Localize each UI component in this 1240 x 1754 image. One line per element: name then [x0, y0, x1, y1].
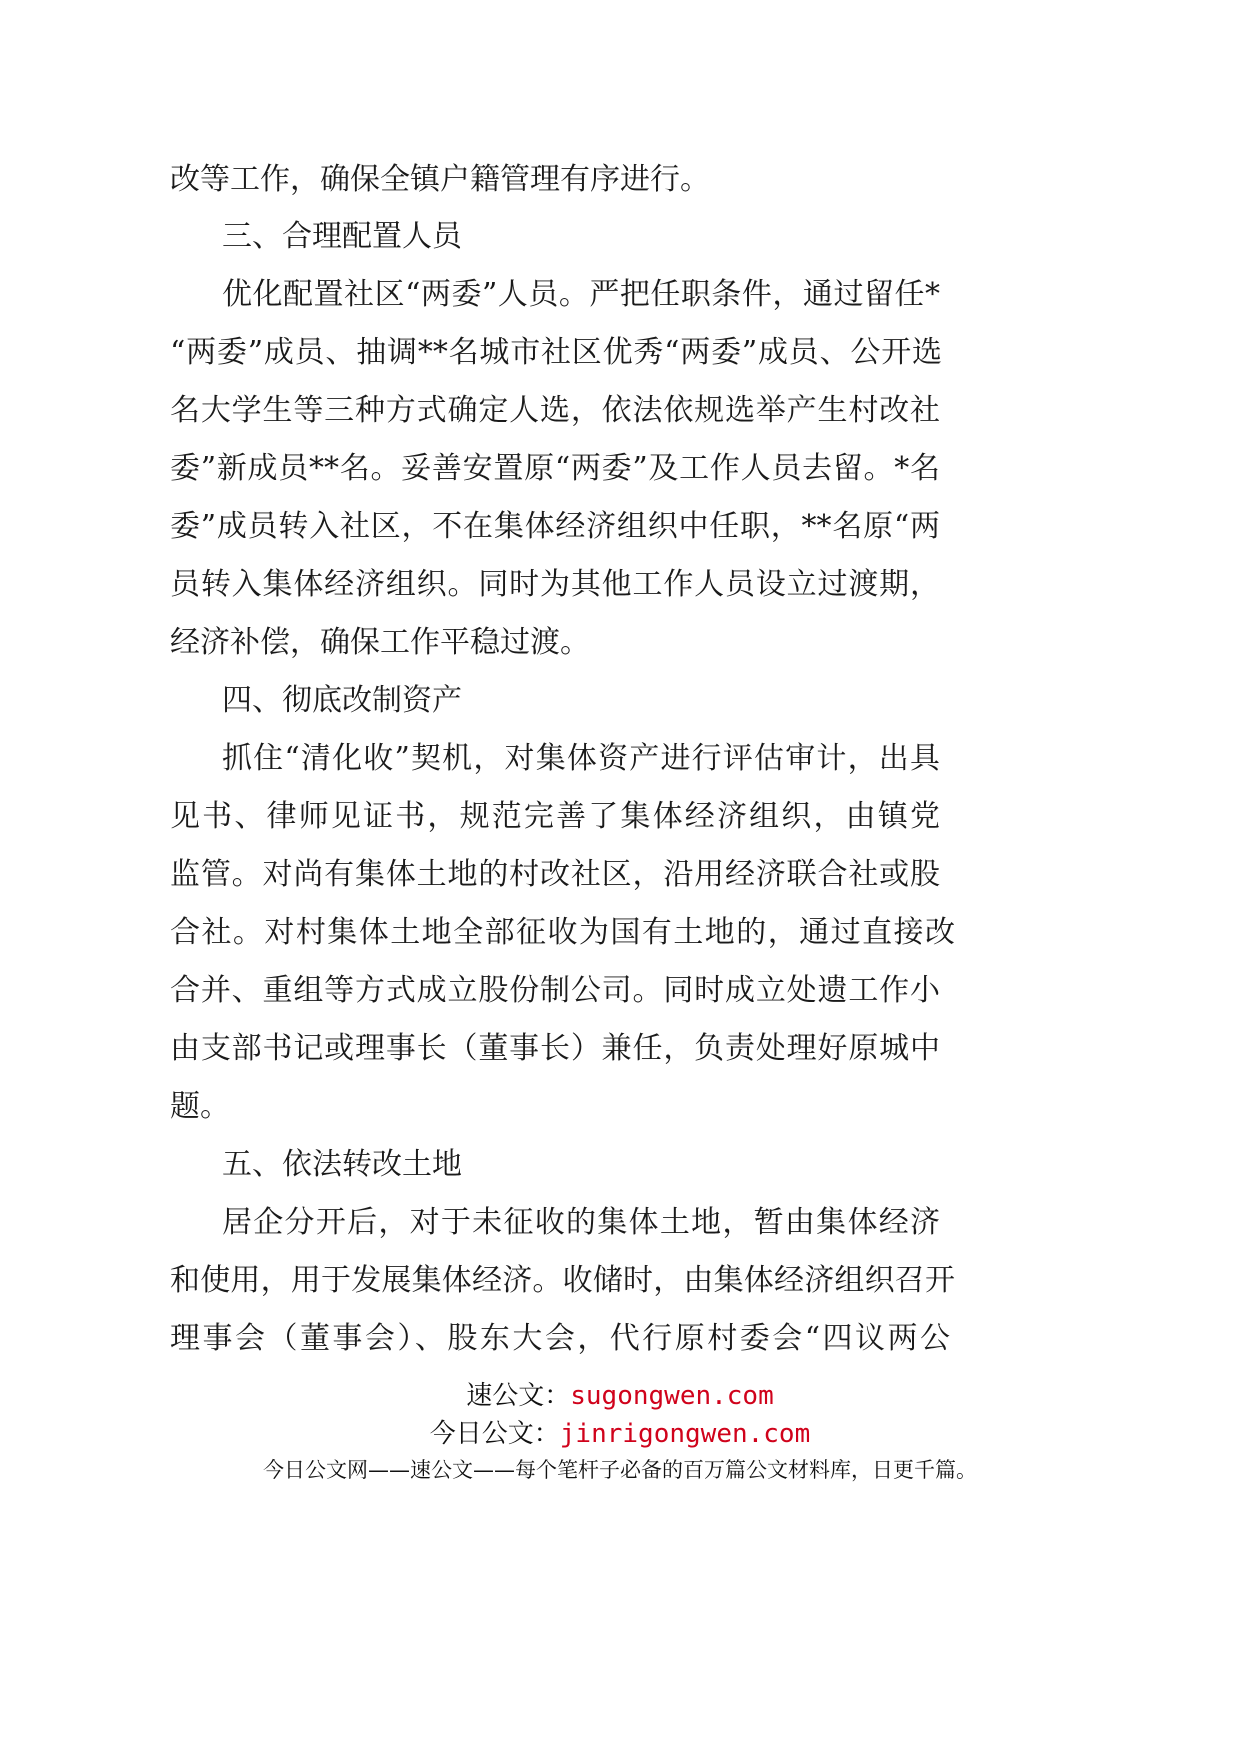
body-line: 名大学生等三种方式确定人选，依法依规选举产生村改社 — [170, 393, 940, 428]
body-line: 由支部书记或理事长（董事长）兼任，负责处理好原城中 — [170, 1031, 940, 1066]
body-line: 员转入集体经济组织。同时为其他工作人员设立过渡期， — [170, 567, 940, 602]
body-line: 和使用，用于发展集体经济。收储时，由集体经济组织召开 — [170, 1263, 955, 1298]
footer-label: 速公文： — [466, 1381, 571, 1411]
footer-line-sugongwen — [0, 1378, 1240, 1414]
section-heading: 五、依法转改土地 — [222, 1147, 462, 1182]
body-line: 委”新成员**名。妥善安置原“两委”及工作人员去留。*名 — [170, 451, 940, 486]
section-heading: 三、合理配置人员 — [222, 219, 462, 254]
body-line: 合并、重组等方式成立股份制公司。同时成立处遗工作小 — [170, 973, 940, 1008]
body-line: 见书、律师见证书，规范完善了集体经济组织，由镇党 — [170, 799, 940, 834]
body-line: 合社。对村集体土地全部征收为国有土地的，通过直接改 — [170, 915, 955, 950]
body-line: 题。 — [170, 1089, 230, 1124]
footer-line-jinrigongwen — [0, 1416, 1240, 1452]
body-line: 委”成员转入社区，不在集体经济组织中任职，**名原“两 — [170, 509, 940, 544]
body-line: 理事会（董事会）、股东大会，代行原村委会“四议两公 — [170, 1321, 950, 1356]
footer-link-jinrigongwen[interactable]: jinrigongwen.com — [559, 1419, 811, 1449]
body-line: 监管。对尚有集体土地的村改社区，沿用经济联合社或股 — [170, 857, 940, 892]
footer-tagline: 今日公文网——速公文——每个笔杆子必备的百万篇公文材料库，日更千篇。 — [263, 1458, 977, 1482]
body-line: 居企分开后，对于未征收的集体土地，暂由集体经济 — [222, 1205, 940, 1240]
body-line: 优化配置社区“两委”人员。严把任职条件，通过留任* — [222, 277, 940, 312]
body-line: 改等工作，确保全镇户籍管理有序进行。 — [170, 162, 710, 197]
body-line: 抓住“清化收”契机，对集体资产进行评估审计，出具 — [222, 741, 940, 776]
footer-link-sugongwen[interactable]: sugongwen.com — [570, 1381, 774, 1411]
section-heading: 四、彻底改制资产 — [222, 683, 462, 718]
body-line: “两委”成员、抽调**名城市社区优秀“两委”成员、公开选 — [170, 335, 942, 370]
body-line: 经济补偿，确保工作平稳过渡。 — [170, 625, 590, 660]
footer-label: 今日公文： — [429, 1419, 560, 1449]
